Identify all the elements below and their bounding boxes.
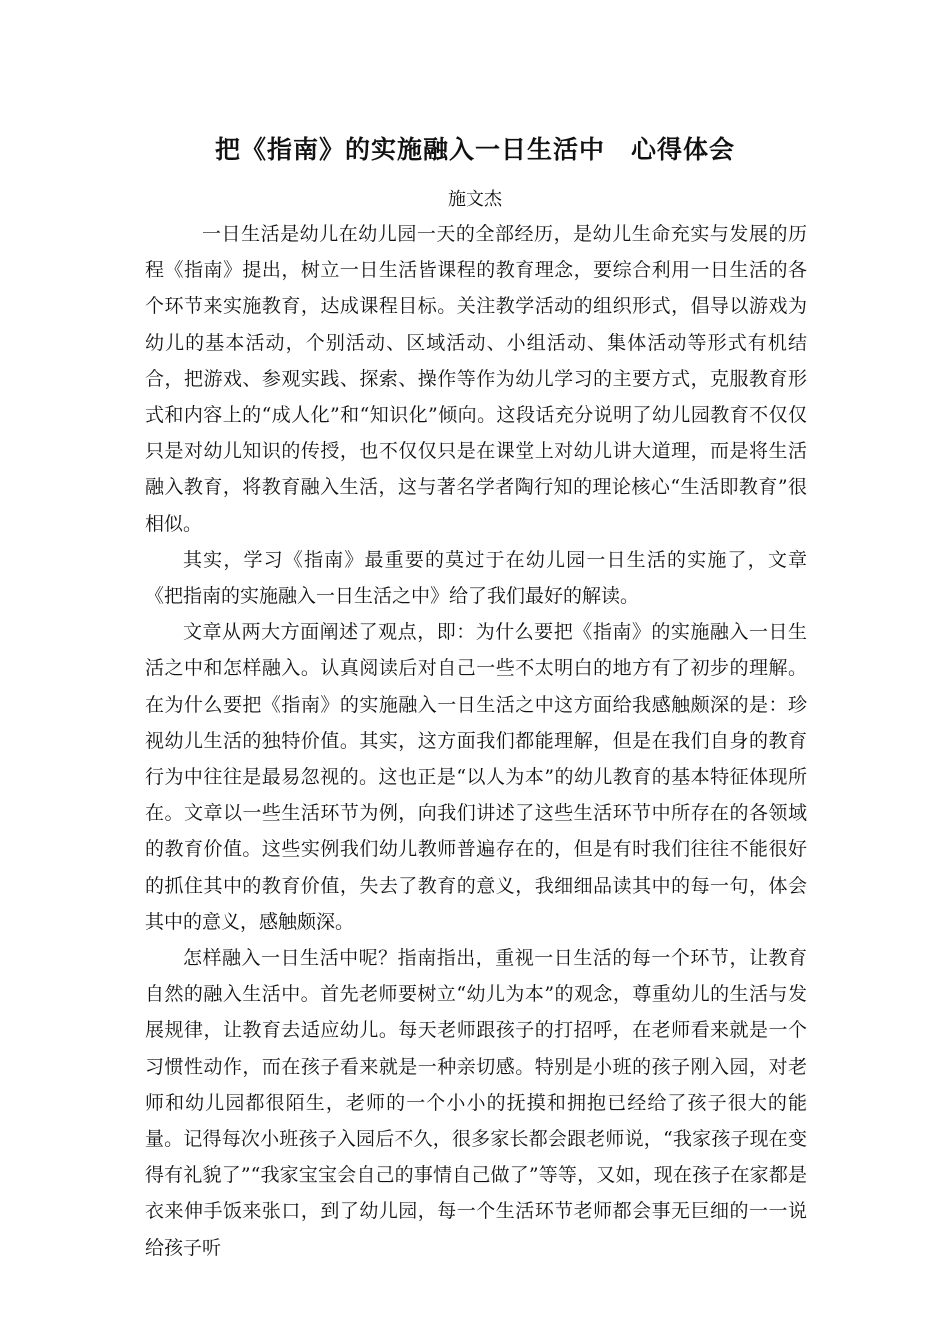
paragraph-2: 其实，学习《指南》最重要的莫过于在幼儿园一日生活的实施了，文章《把指南的实施融入一日生活之中》给了我们最好的解读。 [145,548,807,608]
paragraph-3: 文章从两大方面阐述了观点，即：为什么要把《指南》的实施融入一日生活之中和怎样融入。认真阅读后对自己一些不太明白的地方有了初步的理解。在为什么要把《指南》的实施融入一日生活之中这方面给我感触颇深的是：珍视幼儿生活的独特价值。其实，这方面我们都能理解，但是在我们自身的教育行为中往往是最易忽视的。这也正是“以人为本”的幼儿教育的基本特征体现所在。文章以一些生活环节为例，向我们讲述了这些生活环节中所存在的各领域的教育价值。这些实例我们幼儿教师普遍存在的，但是有时我们往往不能很好的抓住其中的教育价值，失去了教育的意义，我细细品读其中的每一句，体会其中的意义，感触颇深。 [145,621,807,933]
document-author: 施文杰 [448,189,502,210]
document-body [145,216,807,1266]
paragraph-4: 怎样融入一日生活中呢？指南指出，重视一日生活的每一个环节，让教育自然的融入生活中。首先老师要树立“幼儿为本”的观念，尊重幼儿的生活与发展规律，让教育去适应幼儿。每天老师跟孩子的打招呼，在老师看来就是一个习惯性动作，而在孩子看来就是一种亲切感。特别是小班的孩子刚入园，对老师和幼儿园都很陌生，老师的一个小小的抚摸和拥抱已经给了孩子很大的能量。记得每次小班孩子入园后不久，很多家长都会跟老师说，“我家孩子现在变得有礼貌了”“我家宝宝会自己的事情自己做了”等等，又如，现在孩子在家都是衣来伸手饭来张口，到了幼儿园，每一个生活环节老师都会事无巨细的一一说给孩子听 [145,947,807,1259]
document-title: 把《指南》的实施融入一日生活中 心得体会 [214,135,735,164]
paragraph-1: 一日生活是幼儿在幼儿园一天的全部经历，是幼儿生命充实与发展的历程《指南》提出，树立一日生活皆课程的教育理念，要综合利用一日生活的各个环节来实施教育，达成课程目标。关注教学活动的组织形式，倡导以游戏为幼儿的基本活动，个别活动、区域活动、小组活动、集体活动等形式有机结合，把游戏、参观实践、探索、操作等作为幼儿学习的主要方式，克服教育形式和内容上的“成人化”和“知识化”倾向。这段话充分说明了幼儿园教育不仅仅只是对幼儿知识的传授，也不仅仅只是在课堂上对幼儿讲大道理，而是将生活融入教育，将教育融入生活，这与著名学者陶行知的理论核心“生活即教育”很相似。 [145,223,807,535]
